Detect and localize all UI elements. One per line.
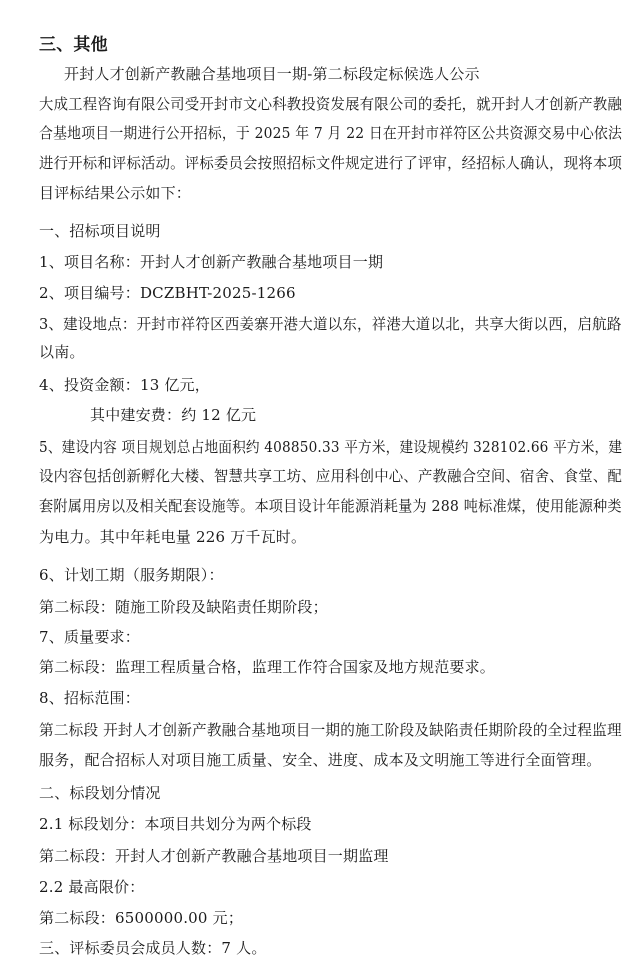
item-schedule-value: 第二标段：随施工阶段及缺陷责任期阶段；: [39, 598, 328, 616]
intro-line-2: 合基地项目一期进行公开招标，于 2025 年 7 月 22 日在开封市祥符区公共资源交易中心依法: [39, 124, 623, 142]
item-max-price-value: 第二标段：6500000.00 元；: [39, 909, 244, 927]
item-quality-value: 第二标段：监理工程质量合格，监理工作符合国家及地方规范要求。: [39, 658, 496, 676]
item-location-line-2: 以南。: [39, 343, 85, 361]
item-lot-division: 2.1 标段划分：本项目共划分为两个标段: [39, 815, 312, 833]
item-scope: 8、招标范围：: [39, 689, 140, 707]
notice-title: 开封人才创新产教融合基地项目一期-第二标段定标候选人公示: [64, 65, 480, 83]
item-content-line-2: 设内容包括创新孵化大楼、智慧共享工坊、应用科创中心、产教融合空间、宿舍、食堂、配: [39, 467, 623, 485]
section-heading: 三、其他: [39, 35, 108, 55]
item-investment: 4、投资金额：13 亿元，: [39, 376, 210, 394]
intro-line-4: 目评标结果公示如下：: [39, 184, 192, 202]
item-project-name: 1、项目名称：开封人才创新产教融合基地项目一期: [39, 253, 384, 271]
item-quality: 7、质量要求：: [39, 628, 140, 646]
item-scope-line-1: 第二标段 开封人才创新产教融合基地项目一期的施工阶段及缺陷责任期阶段的全过程监理: [39, 721, 622, 739]
item-max-price: 2.2 最高限价：: [39, 878, 145, 896]
item-scope-line-2: 服务，配合招标人对项目施工质量、安全、进度、成本及文明施工等进行全面管理。: [39, 751, 602, 769]
item-content-line-3: 套附属用房以及相关配套设施等。本项目设计年能源消耗量为 288 吨标准煤，使用能源种类: [39, 497, 622, 515]
item-content-line-1: 5、建设内容 项目规划总占地面积约 408850.33 平方米，建设规模约 328102.66 平方米，建: [39, 438, 623, 456]
item-location-line-1: 3、建设地点：开封市祥符区西姜寨开港大道以东，祥港大道以北，共享大街以西，启航路: [39, 315, 622, 333]
item-content-line-4: 为电力。其中年耗电量 226 万千瓦时。: [39, 528, 307, 546]
intro-line-1: 大成工程咨询有限公司受开封市文心科教投资发展有限公司的委托，就开封人才创新产教融: [39, 95, 623, 113]
item-investment-sub: 其中建安费：约 12 亿元: [90, 406, 257, 424]
part3-heading: 三、评标委员会成员人数：7 人。: [39, 939, 267, 957]
intro-line-3: 进行开标和评标活动。评标委员会按照招标文件规定进行了评审，经招标人确认，现将本项: [39, 154, 623, 172]
part1-heading: 一、招标项目说明: [39, 222, 161, 240]
item-project-number: 2、项目编号：DCZBHT-2025-1266: [39, 284, 296, 302]
part2-heading: 二、标段划分情况: [39, 784, 161, 802]
item-lot-division-value: 第二标段：开封人才创新产教融合基地项目一期监理: [39, 847, 389, 865]
item-schedule: 6、计划工期（服务期限）：: [39, 566, 224, 584]
